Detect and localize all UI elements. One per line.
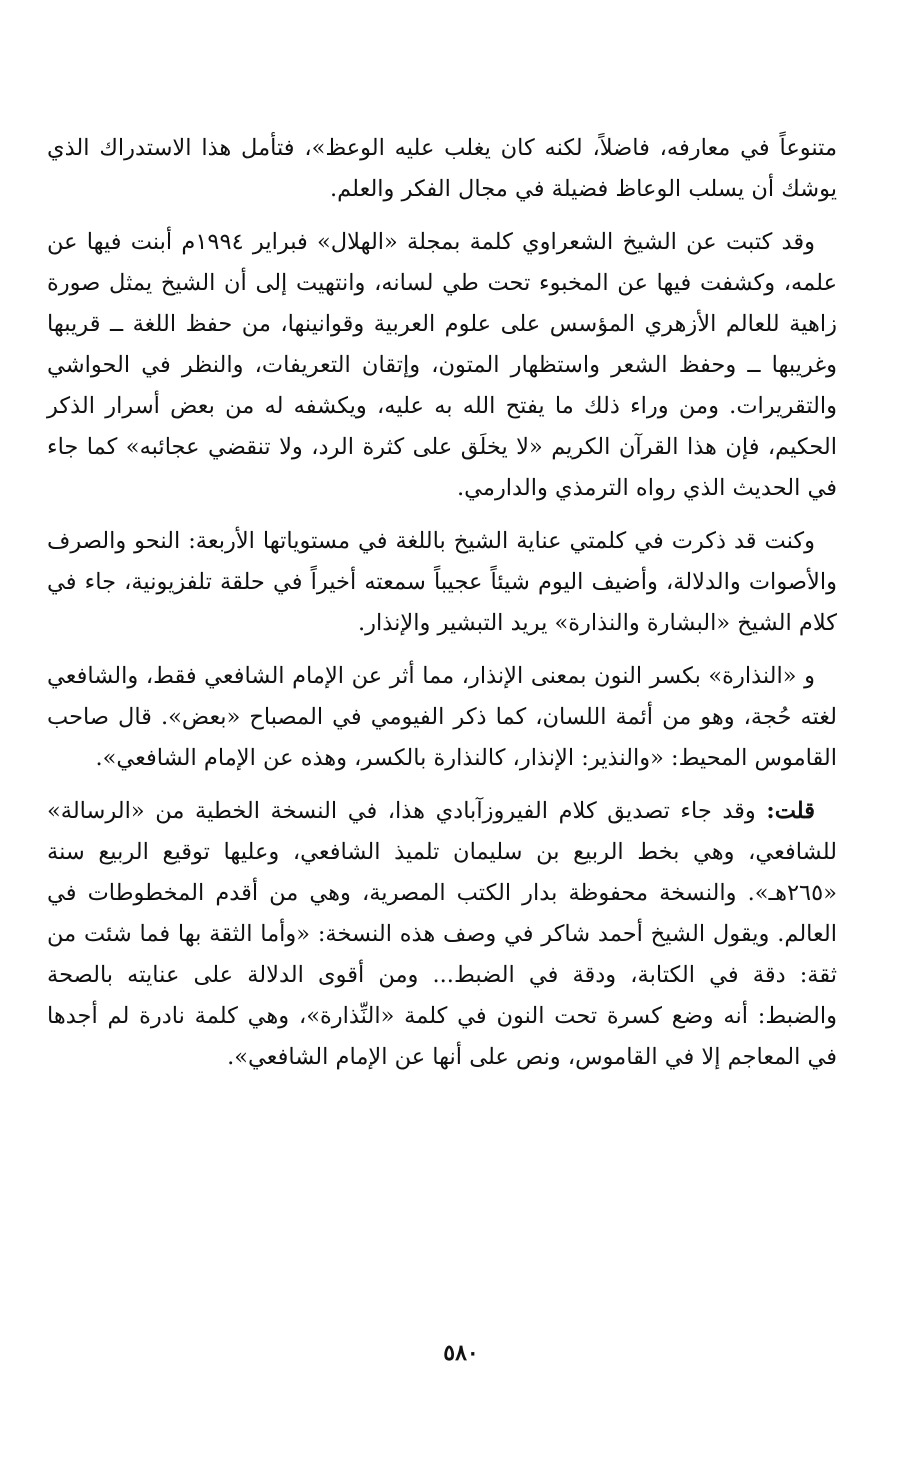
paragraph-text: متنوعاً في معارفه، فاضلاً، لكنه كان يغلب عليه الوعظ»، فتأمل هذا الاستدراك الذي يوشك أن يسلب الوعاظ فضيلة في مجال الفكر والعلم. — [47, 135, 837, 202]
paragraph-text: وقد جاء تصديق كلام الفيروزآبادي هذا، في النسخة الخطية من «الرسالة» للشافعي، وهي بخط الربيع بن سليمان تلميذ الشافعي، وعليها توقيع الربيع سنة «٢٦٥هـ». والنسخة محفوظة بدار الكتب المصرية، وهي من أقدم المخطوطات في العالم. ويقول الشيخ أحمد شاكر في وصف هذه النسخة: «وأما الثقة بها فما شئت من ثقة: دقة في الكتابة، ودقة في الضبط... ومن أقوى الدلالة على عنايته بالصحة والضبط: أنه وضع كسرة تحت النون في كلمة «النِّذارة»، وهي كلمة نادرة لم أجدها في المعاجم إلا في القاموس، ونص على أنها عن الإمام الشافعي». — [47, 798, 837, 1070]
paragraph-text: وكنت قد ذكرت في كلمتي عناية الشيخ باللغة في مستوياتها الأربعة: النحو والصرف والأصوات والدلالة، وأضيف اليوم شيئاً عجيباً سمعته أخيراً في حلقة تلفزيونية، جاء في كلام الشيخ «البشارة والنذارة» يريد التبشير والإنذار. — [47, 528, 837, 636]
page-number: ٥٨٠ — [443, 1340, 479, 1366]
paragraph-1 — [47, 128, 837, 210]
paragraph-lead-word: قلت: — [766, 798, 815, 824]
paragraph-5 — [47, 791, 837, 1078]
paragraph-2 — [47, 222, 837, 509]
paragraph-4 — [47, 656, 837, 779]
paragraph-text: وقد كتبت عن الشيخ الشعراوي كلمة بمجلة «الهلال» فبراير ١٩٩٤م أبنت فيها عن علمه، وكشفت فيها عن المخبوء تحت طي لسانه، وانتهيت إلى أن الشيخ يمثل صورة زاهية للعالم الأزهري المؤسس على علوم العربية وقوانينها، من حفظ اللغة ــ قريبها وغريبها ــ وحفظ الشعر واستظهار المتون، وإتقان التعريفات، والنظر في الحواشي والتقريرات. ومن وراء ذلك ما يفتح الله به عليه، ويكشفه له من بعض أسرار الذكر الحكيم، فإن هذا القرآن الكريم «لا يخلَق على كثرة الرد، ولا تنقضي عجائبه» كما جاء في الحديث الذي رواه الترمذي والدارمي. — [47, 229, 837, 501]
paragraph-text: و «النذارة» بكسر النون بمعنى الإنذار، مما أثر عن الإمام الشافعي فقط، والشافعي لغته حُجة، وهو من أئمة اللسان، كما ذكر الفيومي في المصباح «بعض». قال صاحب القاموس المحيط: «والنذير: الإنذار، كالنذارة بالكسر، وهذه عن الإمام الشافعي». — [47, 663, 838, 771]
paragraph-3 — [47, 521, 837, 644]
body-text — [47, 128, 837, 1090]
